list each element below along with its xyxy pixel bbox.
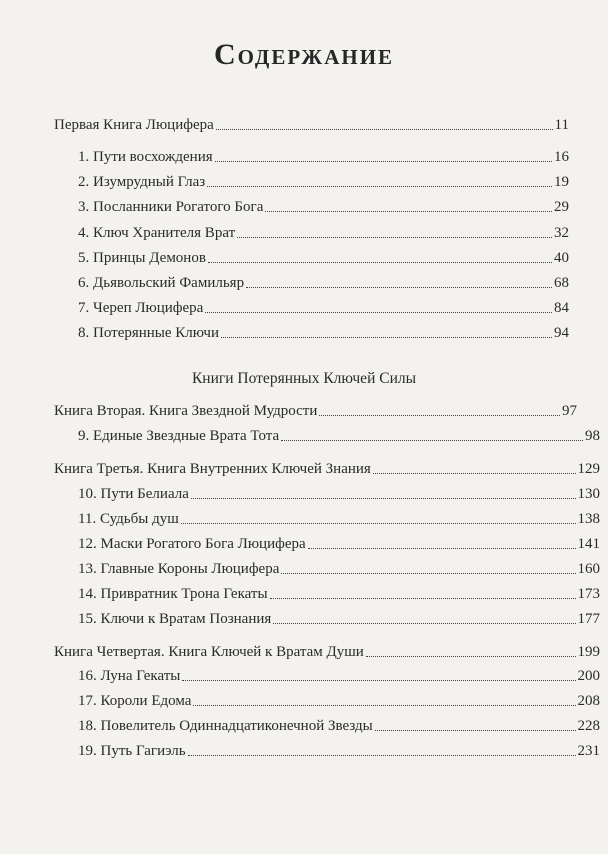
toc-entry-chapter-6[interactable]: 6. Дьявольский Фамильяр 68 <box>78 275 569 291</box>
toc-entry-chapter-12[interactable]: 12. Маски Рогатого Бога Люцифера 141 <box>78 536 600 552</box>
toc-entry-chapter-16[interactable]: 16. Луна Гекаты 200 <box>78 668 600 684</box>
toc-entry-chapter-13[interactable]: 13. Главные Короны Люцифера 160 <box>78 561 600 577</box>
toc-entry-book-3[interactable]: Книга Третья. Книга Внутренних Ключей Знания 129 <box>54 461 600 477</box>
toc-entry-chapter-19[interactable]: 19. Путь Гагиэль 231 <box>78 743 600 759</box>
toc-entry-book-2[interactable]: Книга Вторая. Книга Звездной Мудрости 97 <box>54 403 577 419</box>
toc-entry-book-1[interactable]: Первая Книга Люцифера 11 <box>54 117 569 133</box>
toc-entry-chapter-14[interactable]: 14. Привратник Трона Гекаты 173 <box>78 586 600 602</box>
toc-entry-book-4[interactable]: Книга Четвертая. Книга Ключей к Вратам Души 199 <box>54 644 600 660</box>
section-heading: Книги Потерянных Ключей Силы <box>191 370 417 387</box>
toc-entry-chapter-15[interactable]: 15. Ключи к Вратам Познания 177 <box>78 611 600 627</box>
toc-entry-chapter-4[interactable]: 4. Ключ Хранителя Врат 32 <box>78 225 569 241</box>
toc-entry-chapter-11[interactable]: 11. Судьбы душ 138 <box>78 511 600 527</box>
toc-entry-chapter-8[interactable]: 8. Потерянные Ключи 94 <box>78 325 569 341</box>
toc-entry-chapter-10[interactable]: 10. Пути Белиала 130 <box>78 486 600 502</box>
toc-entry-chapter-17[interactable]: 17. Короли Едома 208 <box>78 693 600 709</box>
toc-entry-chapter-3[interactable]: 3. Посланники Рогатого Бога 29 <box>78 199 569 215</box>
toc-entry-chapter-7[interactable]: 7. Череп Люцифера 84 <box>78 300 569 316</box>
toc-entry-chapter-5[interactable]: 5. Принцы Демонов 40 <box>78 250 569 266</box>
toc-entry-chapter-1[interactable]: 1. Пути восхождения 16 <box>78 149 569 165</box>
toc-entry-chapter-18[interactable]: 18. Повелитель Одиннадцатиконечной Звезды 228 <box>78 718 600 734</box>
page-title: Содержание <box>213 38 395 71</box>
toc-entry-chapter-9[interactable]: 9. Единые Звездные Врата Тота 98 <box>78 428 600 444</box>
toc-entry-chapter-2[interactable]: 2. Изумрудный Глаз 19 <box>78 174 569 190</box>
